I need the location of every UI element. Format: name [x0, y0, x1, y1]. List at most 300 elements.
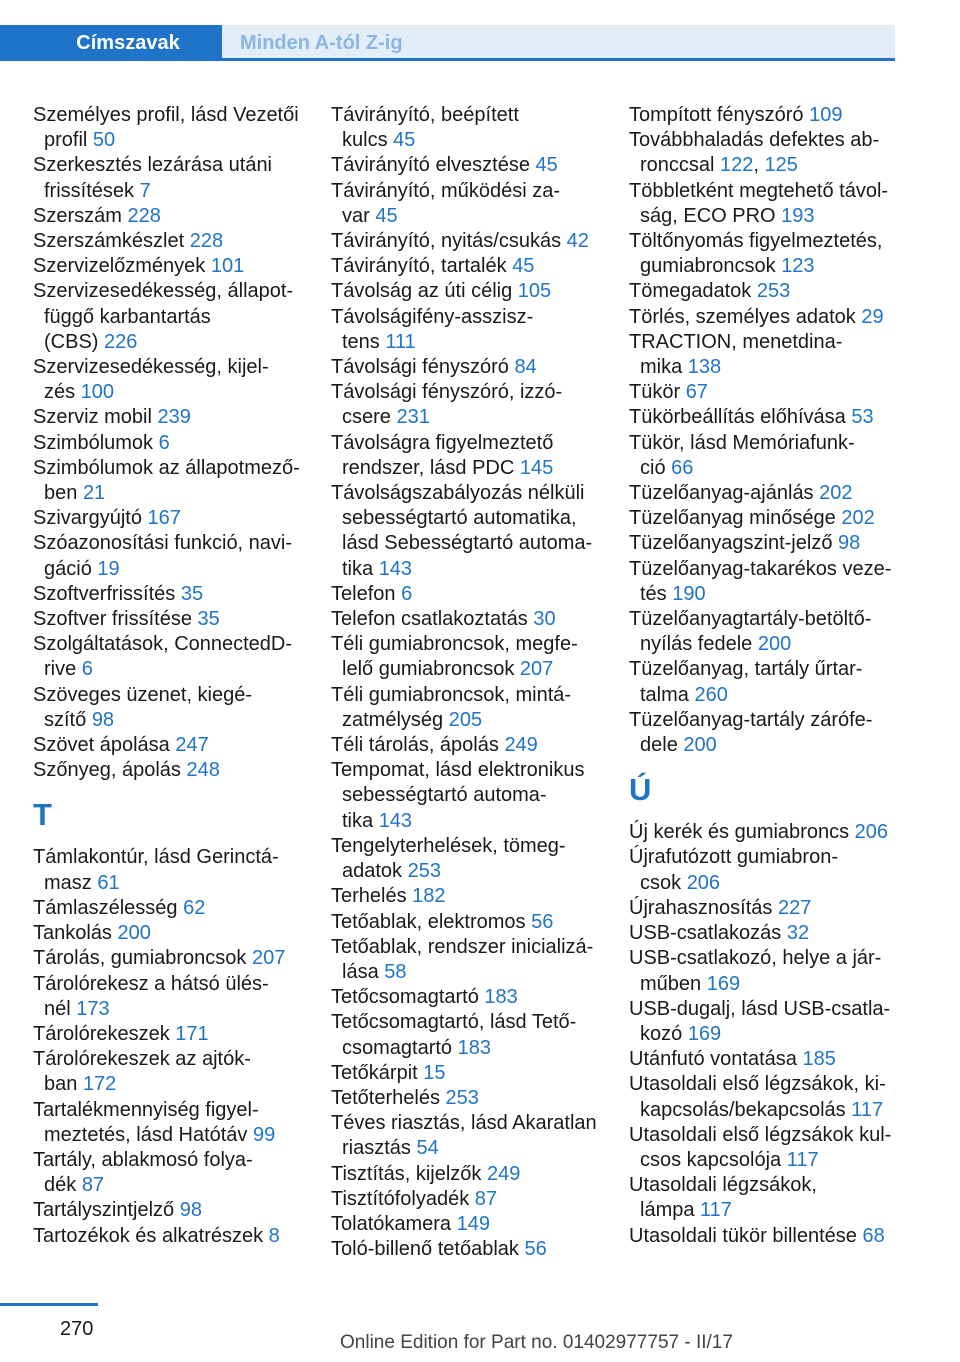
page-link[interactable]: 183 — [457, 1036, 491, 1059]
page-link[interactable]: 84 — [514, 356, 537, 379]
index-entry-line — [629, 229, 904, 254]
page-link[interactable]: 122 — [720, 154, 754, 177]
index-entry-text: Tükör, lásd Memóriafunk- — [629, 431, 855, 454]
index-entry-line — [331, 1111, 606, 1136]
index-entry — [331, 1086, 606, 1111]
index-entry-text: USB-dugalj, lásd USB-csatla- — [629, 997, 891, 1020]
index-entry-line — [33, 657, 308, 682]
index-entry-text: profil — [44, 129, 88, 152]
index-entry-text: Tartályszintjelző — [33, 1199, 175, 1222]
index-entry-line — [331, 1212, 606, 1237]
index-entry — [331, 733, 606, 758]
index-entry-text: Szerszám — [33, 204, 122, 227]
page-link[interactable]: 247 — [175, 734, 209, 757]
index-column-3 — [629, 103, 904, 1249]
index-entry-text: Terhelés — [331, 885, 407, 908]
index-entry-text: sebességtartó automatika, — [342, 507, 577, 530]
page-link[interactable]: 87 — [81, 1174, 105, 1197]
page-link[interactable]: 42 — [566, 230, 589, 253]
page-link[interactable]: 183 — [484, 986, 518, 1009]
page-link[interactable]: 8 — [268, 1224, 280, 1247]
index-entry — [629, 1047, 904, 1072]
index-entry-line — [629, 1022, 904, 1047]
index-entry — [629, 820, 904, 845]
index-entry — [33, 103, 308, 153]
index-entry-line — [33, 531, 308, 556]
index-entry-line — [331, 179, 606, 204]
index-entry-text: Támlaszélesség — [33, 896, 178, 919]
tab-cimszavak[interactable]: Címszavak — [0, 25, 222, 61]
index-entry — [331, 884, 606, 909]
page-link[interactable]: 54 — [416, 1137, 439, 1160]
page-link[interactable]: 45 — [512, 255, 535, 278]
index-entry-text: Szimbólumok az állapotmező- — [33, 456, 300, 479]
index-entry-line — [629, 946, 904, 971]
page-link[interactable]: 30 — [533, 608, 556, 631]
page-link[interactable]: 231 — [396, 406, 430, 429]
index-entry-text: Utánfutó vontatása — [629, 1048, 797, 1071]
index-entry — [629, 179, 904, 229]
index-entry — [33, 972, 308, 1022]
page-link[interactable]: 53 — [851, 406, 874, 429]
index-entry-text: Töltőnyomás figyelmeztetés, — [629, 230, 883, 253]
page-link[interactable]: 206 — [854, 821, 889, 844]
index-entry — [629, 380, 904, 405]
page-link[interactable]: 98 — [179, 1199, 202, 1222]
index-entry — [33, 531, 308, 581]
index-entry — [629, 708, 904, 758]
index-entry-line — [629, 632, 904, 657]
index-entry — [331, 305, 606, 355]
index-entry — [331, 985, 606, 1010]
page-link[interactable]: 125 — [764, 154, 798, 177]
page-link[interactable]: 6 — [401, 582, 413, 605]
page-link[interactable]: 167 — [147, 507, 181, 530]
page-link[interactable]: 202 — [841, 507, 875, 530]
index-entry-text: Tartalékmennyiség figyel- — [33, 1098, 259, 1121]
index-entry — [629, 657, 904, 707]
index-entry — [33, 632, 308, 682]
index-entry — [331, 632, 606, 682]
index-entry-text: Újrahasznosítás — [629, 896, 773, 919]
index-entry-line — [629, 103, 904, 128]
tab-minden-a-tol-z-ig[interactable]: Minden A-tól Z-ig — [240, 32, 403, 54]
index-entry-text: lása — [342, 960, 379, 983]
page-link[interactable]: 253 — [756, 280, 791, 303]
page-link[interactable]: 145 — [519, 456, 554, 479]
index-entry — [331, 380, 606, 430]
index-entry — [33, 845, 308, 895]
index-entry-text: Tüzelőanyag-tartály zárófe- — [629, 708, 873, 731]
page-link[interactable]: 169 — [706, 972, 741, 995]
index-entry-text: ció — [640, 456, 666, 479]
index-entry — [33, 896, 308, 921]
index-entry-text: Tüzelőanyagszint-jelző — [629, 532, 833, 555]
index-entry-line — [629, 683, 904, 708]
page-link[interactable]: 207 — [519, 658, 554, 681]
page-link[interactable]: 87 — [474, 1187, 498, 1210]
index-entry — [629, 330, 904, 380]
index-entry-text: Távolságszabályozás nélküli — [331, 482, 585, 505]
page-link[interactable]: 182 — [412, 885, 446, 908]
index-entry-text: Támlakontúr, lásd Gerinctá- — [33, 846, 279, 869]
index-entry — [33, 254, 308, 279]
page-link[interactable]: 111 — [385, 330, 416, 353]
page-link[interactable]: 15 — [423, 1061, 446, 1084]
page-link[interactable]: 149 — [456, 1212, 490, 1235]
index-entry — [331, 431, 606, 481]
index-entry-text: Tisztítófolyadék — [331, 1187, 470, 1210]
index-entry — [331, 481, 606, 582]
index-entry — [331, 153, 606, 178]
index-entry-text: Személyes profil, lásd Vezetői — [33, 104, 299, 126]
index-entry-line — [33, 683, 308, 708]
page-link[interactable]: 29 — [861, 305, 884, 328]
index-entry — [33, 431, 308, 456]
index-entry-text: frissítések — [44, 179, 135, 202]
index-entry — [33, 921, 308, 946]
index-entry-line — [33, 997, 308, 1022]
page-link[interactable]: 260 — [694, 683, 728, 706]
index-entry — [629, 481, 904, 506]
index-entry — [331, 1162, 606, 1187]
index-entry-line — [629, 1123, 904, 1148]
index-entry-line — [629, 355, 904, 380]
index-entry-line — [331, 531, 606, 556]
index-entry-text: tens — [342, 330, 380, 353]
page-link[interactable]: 6 — [81, 658, 93, 681]
index-entry-text: kapcsolás/bekapcsolás — [640, 1098, 846, 1121]
page-link[interactable]: 98 — [91, 708, 115, 731]
index-entry — [33, 229, 308, 254]
page-link[interactable]: 249 — [486, 1162, 521, 1185]
index-entry-line — [629, 330, 904, 355]
index-entry — [33, 456, 308, 506]
page-link[interactable]: 253 — [445, 1086, 479, 1109]
page-link[interactable]: 61 — [97, 871, 120, 894]
index-entry — [33, 683, 308, 733]
index-entry-text: Tükör — [629, 381, 681, 404]
footer-rule — [0, 1303, 98, 1306]
index-entry — [629, 845, 904, 895]
page-link[interactable]: 143 — [378, 557, 413, 580]
index-entry-line — [331, 607, 606, 632]
index-entry-text: Szőnyeg, ápolás — [33, 759, 181, 782]
page-link[interactable]: 143 — [378, 809, 413, 832]
index-entry-text: Szivargyújtó — [33, 507, 142, 530]
index-entry — [629, 921, 904, 946]
index-entry — [33, 1148, 308, 1198]
page-link[interactable]: 45 — [393, 129, 416, 152]
page-link[interactable]: 138 — [687, 356, 722, 379]
page-link[interactable]: 248 — [186, 759, 220, 782]
index-entry-line — [629, 657, 904, 682]
index-column-1 — [33, 103, 308, 1249]
index-entry-text: Tankolás — [33, 922, 112, 945]
index-entry-text: sebességtartó automa- — [342, 784, 547, 807]
page-link[interactable]: 117 — [700, 1199, 732, 1222]
index-entry-text: Tüzelőanyag, tartály űrtar- — [629, 658, 863, 681]
index-entry-line — [331, 305, 606, 330]
index-entry — [331, 834, 606, 884]
index-entry-text: Tüzelőanyag-ajánlás — [629, 482, 814, 505]
index-entry-text: csos kapcsolója — [640, 1148, 782, 1171]
index-entry-line — [331, 557, 606, 582]
index-entry-line — [33, 607, 308, 632]
index-entry-line — [33, 582, 308, 607]
index-entry-line — [33, 632, 308, 657]
page-link[interactable]: 62 — [183, 896, 206, 919]
index-entry — [33, 946, 308, 971]
page-link[interactable]: 190 — [672, 582, 706, 605]
page-link[interactable]: 19 — [97, 557, 120, 580]
index-entry — [33, 1198, 308, 1223]
index-entry-line — [331, 330, 606, 355]
index-entry-text: Toló-billenő tetőablak — [331, 1238, 519, 1261]
index-entry-text: gáció — [44, 557, 92, 580]
index-entry-text: Téli tárolás, ápolás — [331, 734, 499, 757]
index-entry-line — [629, 254, 904, 279]
index-entry-text: tika — [342, 809, 374, 832]
page-link[interactable]: 207 — [252, 947, 286, 970]
index-entry — [629, 946, 904, 996]
header-tab-bar — [0, 25, 895, 61]
index-entry-text: Tüzelőanyag-takarékos veze- — [629, 557, 892, 580]
index-entry-line — [33, 204, 308, 229]
page-link[interactable]: 200 — [757, 633, 792, 656]
index-entry-line — [33, 1022, 308, 1047]
index-entry-text: csok — [640, 871, 682, 894]
index-entry-text: Szóazonosítási funkció, navi- — [33, 532, 293, 555]
index-entry-line — [629, 896, 904, 921]
index-entry-line — [33, 1224, 308, 1249]
index-entry — [33, 355, 308, 405]
page-link[interactable]: 98 — [838, 532, 861, 555]
page-link[interactable]: 35 — [180, 582, 204, 605]
index-entry-line — [331, 935, 606, 960]
page-link[interactable]: 56 — [531, 910, 554, 933]
index-entry-text: meztetés, lásd Hatótáv — [44, 1123, 248, 1146]
index-entry — [629, 1173, 904, 1223]
index-entry-text: ronccsal — [640, 154, 715, 177]
index-entry-text: Téli gumiabroncsok, megfe- — [331, 633, 578, 656]
index-entry — [331, 1237, 606, 1262]
page-link[interactable]: 249 — [504, 734, 538, 757]
page-link[interactable]: 117 — [851, 1098, 884, 1121]
index-entry-line — [629, 179, 904, 204]
index-entry — [629, 405, 904, 430]
page-link[interactable]: 200 — [117, 922, 151, 945]
index-entry-text: Távolsági fényszóró — [331, 356, 509, 379]
index-entry — [331, 1061, 606, 1086]
index-entry-line — [33, 431, 308, 456]
page-link[interactable]: 21 — [82, 482, 106, 505]
index-entry-line — [331, 1187, 606, 1212]
index-entry-text: Távolsági fényszóró, izzó- — [331, 381, 563, 404]
index-entry-text: gumiabroncsok — [640, 255, 776, 278]
index-entry-text: Tengelyterhelések, tömeg- — [331, 834, 566, 857]
page-link[interactable]: 58 — [384, 960, 407, 983]
index-entry-line — [331, 657, 606, 682]
index-entry-line — [331, 985, 606, 1010]
index-entry-line — [629, 708, 904, 733]
index-entry-text: Szövet ápolása — [33, 734, 170, 757]
index-entry-text: Tompított fényszóró — [629, 104, 804, 126]
index-entry-line — [331, 204, 606, 229]
index-entry-text: ben — [44, 482, 78, 505]
index-entry-line — [33, 405, 308, 430]
page-link[interactable]: 56 — [524, 1238, 547, 1261]
index-entry-line — [33, 279, 308, 304]
index-entry-line — [33, 456, 308, 481]
index-entry-line — [331, 708, 606, 733]
index-entry-text: tika — [342, 557, 374, 580]
index-entry — [629, 997, 904, 1047]
page-link[interactable]: 67 — [685, 381, 708, 404]
index-entry-text: Szerkesztés lezárása utáni — [33, 154, 273, 177]
page-link[interactable]: 100 — [80, 381, 115, 404]
index-entry-text: Tárolórekeszek — [33, 1022, 170, 1045]
page-link[interactable]: 200 — [683, 734, 717, 757]
index-entry-text: Tömegadatok — [629, 280, 752, 303]
index-entry-line — [33, 254, 308, 279]
page-link[interactable]: 172 — [82, 1073, 117, 1096]
index-entry-line — [629, 431, 904, 456]
index-entry-text: Telefon — [331, 582, 396, 605]
index-letter-heading: T — [33, 797, 52, 833]
index-entry-line — [629, 305, 904, 330]
page-link[interactable]: 101 — [210, 255, 245, 278]
index-entry — [629, 557, 904, 607]
index-entry-line — [33, 871, 308, 896]
page-link[interactable]: 227 — [777, 896, 812, 919]
index-entry-line — [331, 884, 606, 909]
index-entry-text: dék — [44, 1174, 77, 1197]
index-entry-text: Tüzelőanyagtartály-betöltő- — [629, 608, 872, 631]
index-entry-text: Törlés, személyes adatok — [629, 305, 856, 328]
page-link[interactable]: 99 — [253, 1123, 276, 1146]
index-entry-text: Távirányító, tartalék — [331, 255, 507, 278]
page-link[interactable]: 35 — [197, 608, 220, 631]
index-entry — [33, 153, 308, 203]
index-letter-heading: Ú — [629, 772, 652, 808]
index-entry-line — [331, 1061, 606, 1086]
index-entry-line — [629, 279, 904, 304]
index-entry-line — [33, 1123, 308, 1148]
page-link[interactable]: 45 — [375, 204, 398, 227]
index-entry-text: kulcs — [342, 129, 388, 152]
page-link[interactable]: 171 — [175, 1022, 209, 1045]
index-entry-text: nél — [44, 997, 71, 1020]
page-link[interactable]: 68 — [862, 1224, 885, 1247]
page-link[interactable]: 205 — [448, 708, 483, 731]
page-link[interactable]: 109 — [809, 104, 843, 126]
index-entry — [331, 103, 606, 153]
page-link[interactable]: 7 — [139, 179, 151, 202]
index-entry-text: Szöveges üzenet, kiegé- — [33, 683, 253, 706]
page-link[interactable]: 185 — [802, 1048, 836, 1071]
index-entry-line — [629, 997, 904, 1022]
index-entry-text: lásd Sebességtartó automa- — [342, 532, 593, 555]
index-entry-line — [331, 1237, 606, 1262]
page-link[interactable]: 123 — [781, 255, 815, 278]
index-entry — [629, 1123, 904, 1173]
page-link[interactable]: 193 — [781, 204, 815, 227]
index-entry-line — [33, 733, 308, 758]
index-entry-text: csomagtartó — [342, 1036, 453, 1059]
index-entry-line — [331, 1162, 606, 1187]
page-link[interactable]: 253 — [407, 860, 441, 883]
index-entry-line — [629, 1148, 904, 1173]
index-entry — [629, 1224, 904, 1249]
page-link[interactable]: 206 — [686, 871, 721, 894]
index-entry-text: Tartozékok és alkatrészek — [33, 1224, 264, 1247]
index-entry-line — [33, 179, 308, 204]
index-entry — [331, 179, 606, 229]
page-link[interactable]: 50 — [92, 129, 116, 152]
page-link[interactable]: 228 — [127, 204, 161, 227]
index-entry — [629, 305, 904, 330]
index-entry-line — [331, 632, 606, 657]
index-entry-text: Tempomat, lásd elektronikus — [331, 759, 585, 782]
index-entry-text: Tartály, ablakmosó folya- — [33, 1148, 253, 1171]
index-entry-text: Távolság az úti célig — [331, 280, 513, 303]
index-entry-line — [331, 834, 606, 859]
page-link[interactable]: 32 — [786, 922, 810, 945]
page-link[interactable]: 105 — [517, 280, 552, 303]
page-link[interactable]: 228 — [189, 230, 224, 253]
index-entry — [629, 506, 904, 531]
page-link[interactable]: 117 — [786, 1148, 819, 1171]
page-link[interactable]: 226 — [104, 330, 138, 353]
index-entry-line — [33, 153, 308, 178]
index-entry-line — [33, 103, 308, 128]
index-entry-text: Szerszámkészlet — [33, 230, 185, 253]
index-entry-line — [629, 1098, 904, 1123]
page-link[interactable]: 173 — [76, 997, 110, 1020]
index-entry — [331, 758, 606, 834]
page-link[interactable]: 169 — [687, 1022, 722, 1045]
page-link[interactable]: 202 — [819, 482, 853, 505]
index-column-2 — [331, 103, 606, 1262]
index-entry-text: Téli gumiabroncsok, mintá- — [331, 683, 572, 706]
index-entry-line — [629, 820, 904, 845]
index-entry — [331, 683, 606, 733]
index-entry — [331, 910, 606, 935]
index-entry-text: Szolgáltatások, ConnectedD- — [33, 633, 293, 656]
page-link[interactable]: 45 — [535, 154, 558, 177]
index-entry-line — [33, 229, 308, 254]
index-entry-text: TRACTION, menetdina- — [629, 330, 843, 353]
index-entry — [33, 607, 308, 632]
index-entry-line — [331, 456, 606, 481]
page-number: 270 — [60, 1318, 94, 1340]
index-entry-text: lámpa — [640, 1199, 695, 1222]
page-link[interactable]: 239 — [157, 406, 191, 429]
page-link[interactable]: 66 — [671, 456, 694, 479]
index-entry-line — [33, 330, 308, 355]
index-entry-line — [331, 582, 606, 607]
index-entry-line — [629, 921, 904, 946]
index-entry-line — [331, 758, 606, 783]
index-entry-line — [331, 1136, 606, 1161]
index-entry-text: tés — [640, 582, 667, 605]
index-entry-line — [33, 921, 308, 946]
index-entry-text: Szervizelőzmények — [33, 255, 206, 278]
index-entry-line — [629, 1224, 904, 1249]
page-link[interactable]: 6 — [158, 431, 170, 454]
index-entry-text: adatok — [342, 860, 403, 883]
